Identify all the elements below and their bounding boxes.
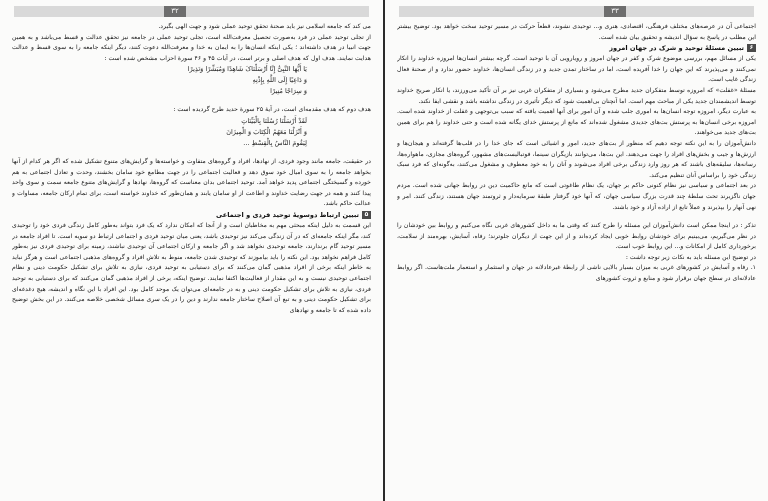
section-number: ۵: [362, 211, 371, 219]
paragraph: یکی از مسائل مهم، بررسی موضوع شرک و کفر در جهان امروز و رویارویی آن با توحید است. گرچه بیشتر انسان‌ها امروزه خداوند را انکار نمی‌کنند و می‌پذیرند که این جهان را خدا آفریده است، اما در ساختار تمدن جدید و در زندگی انسان‌ها، خداوند حضور ندارد و از صحنهٔ فعال زندگی غایب است.: [397, 55, 756, 84]
paragraph: این قسمت به دلیل اینکه مبحثی مهم به مخاطبان است و از آنجا که امکان ندارد که یک فرد بتواند به‌طور کامل زندگی فردی خود را توحیدی کند، مگر اینکه جامعه‌ای که در آن زندگی می‌کند نیز توحیدی باشد، یعنی میان توحید فردی و اجتماعی ارتباط دو سویه است. تا افراد جامعه در مسیر توحید گام برندارند، جامعه توحیدی نخواهد شد و اگر جامعه و ارکان اجتماعی آن توحیدی نباشند، زمینه برای توحیدی فردی نیز به‌طور کامل فراهم نخواهد بود. این نکته را باید بیاموزند که توحیدی شدن جامعه، منوط به تلاش افراد و گروه‌های مذهبی اجتماعی است و هرگز نباید به خاطر اینکه برخی از افراد مذهبی گمان می‌کنند که برای دستیابی به توحید فردی، نیازی به تلاش برای تشکیل حکومت دینی و نظام اجتماعی توحیدی نیست و به این مقدار از فعالیت‌ها اکتفا نمایند. توضیح اینکه، برخی از افراد مذهبی گمان می‌کنند که برای دستیابی به توحید فردی، نیازی به تلاش برای تشکیل حکومت دینی و به در جامعه‌ای می‌توان یک موحد کامل بود. این افراد با این نگاه و اندیشه، هیچ دغدغه‌ای برای تشکیل حکومت دینی و به تبع آن اصلاح ساختار جامعه ندارند و دین را در یک سری مسائل شخصی خلاصه می‌کنند. در این بخش توضیح داده شده که تا جامعه و نهادهای: [12, 221, 371, 314]
paragraph: در بعد اجتماعی و سیاسی نیز نظام کنونی حاکم بر جهان، یک نظام طاغوتی است که مانع حاکمیت دین در روابط جهانی شده است. مردم جهان ناگزیرند تحت سلطهٔ چند قدرت بزرگ سیاسی جهان، که آنها خود گرفتار طبقهٔ سرمایه‌دار و ثروتمند جهان هستند، زندگی کنند. امر و نهی آنهار را بپذیرند و عملاً تابع از اراده آزاد و خود باشند.: [397, 182, 756, 211]
page-header-bar: [14, 6, 369, 17]
page-number: ۳۲: [164, 6, 186, 17]
paragraph: ۱. رفاه و آسایش در کشورهای غربی به میزان بسیار بالایی ناشی از رابطهٔ غیرعادلانه در جهان و استثمار و استعمار ملت‌هاست. اگر روابط عادلانه‌ای در سطح جهان برقرار شود و منابع و ثروت کشورهای: [397, 264, 756, 283]
paragraph: دانش‌آموزان را به این نکته توجه دهیم که منظور از بت‌های جدید، امور و اشیائی است که جای خدا را در قلب‌ها گرفته‌اند و هیجان‌ها و ارزش‌ها و جیب و بخش‌های افراد را جهت می‌دهند. این بت‌ها، می‌توانند بازیگران سینما، فوتبالیست‌های مشهور، گروه‌های مجازی، ماهواره‌ها، رسانه‌ها، سلیقه‌های باشند که هر روز وارد زندگی برخی افراد می‌شوند و آنان را به خود معطوف و مشغول می‌کنند، به‌گونه‌ای که فرد سبک زندگی خود را براساس آنان تنظیم می‌کند.: [397, 139, 756, 179]
left-page: [0, 0, 383, 501]
section-heading: [397, 43, 756, 54]
quran-verse: وَ دَاعِیًا إِلَی اللَّهِ بِإِذْنِهِ: [252, 76, 307, 85]
paragraph: در توضیح این مسئله باید به نکات زیر توجه داشت :: [625, 253, 756, 261]
paragraph: مسئلهٔ «غفلت» که امروزه توسط متفکران جدید مطرح می‌شود و بسیاری از متفکران غربی نیز بر آن تأکید می‌ورزند، یا انکار صریح خداوند توسط اندیشمندان جدید یکی از مباحث مهم است. اما آنچنان بی‌اهمیت شود که دیگر تأثیری در زندگی نداشته باشد و نقشی ایفا نکند.: [397, 86, 756, 105]
paragraph: از تجلی توحید عملی در فرد به‌صورت تحصیل معرفت‌الله است، تجلی توحید عملی در جامعه نیز تحقق عدالت و قسط می‌باشد و به همین جهت انبیا در هدف داشته‌اند ؛ یکی اینکه انسان‌ها را به ایمان به خدا و معرفت‌الله دعوت کنند، دیگر اینکه جامعه را به سوی قسط و عدالت هدایت نمایند. هدف اول که هدف اصلی و برتر است، در آیات ۴۵ و ۴۶ سورهٔ احزاب مشخص شده است :: [12, 33, 371, 62]
section-heading-text: تبیین ارتباط دوسویهٔ توحید فردی و اجتماعی: [216, 210, 359, 219]
page-body: [397, 22, 756, 495]
paragraph: هدف دوم که هدف مقدمه‌ای است، در آیهٔ ۲۵ سورهٔ حدید طرح گردیده است :: [173, 106, 371, 114]
quran-verse: یَا أَیُّهَا النَّبِیُّ إِنَّا أَرْسَلْنَاکَ شَاهِدًا وَمُبَشِّرًا وَنَذِیرًا: [187, 65, 307, 74]
page-header-bar: [399, 6, 754, 17]
paragraph: تذکر : در اینجا ممکن است دانش‌آموزان این مسئله را طرح کنند که وقتی ما به داخل کشورهای غربی نگاه می‌کنیم و روابط بین خودشان را در نظر می‌گیریم، می‌بینیم برای خودشان روابط خوبی ایجاد کرده‌اند و از این جهت از دیگران جلوترند؛ رفاه، آسایش، بهره‌مند از سلامت، برخورداری کامل از امکانات و... این روابط خوب است.: [397, 222, 756, 251]
paragraph: در حقیقت، جامعه مانند وجود فردی، از نهادها، افراد و گروه‌های متفاوت و خواسته‌ها و گرایش‌های متنوع تشکیل شده که اگر هر کدام از آنها بخواهد جامعه را به سوی امیال خود سوق دهد و فعالیت اجتماعی را در جهت مطامع خود سامان بخشند، وحدت و تعادل اجتماعی به هم خورده و گسیختگی اجتماعی پدید خواهد آمد. توحید اجتماعی بدان معناست که گروه‌ها، نهادها و گرایش‌های متنوع جامعه سمت و سوی واحد پیدا کنند و همه در جهت رضایت خداوند و اطاعت از او سامان یابند و همان‌طور که خداوند خواسته است، برای تمام ارکان جامعه، مساوات و عدالت حاکم باشد.: [12, 157, 371, 208]
paragraph: می کند که جامعه اسلامی نیز باید صحنهٔ تحقق توحید عملی شود و جهت الهی بگیرد.: [158, 23, 371, 30]
page-number: ۳۳: [604, 6, 626, 17]
section-heading-text: تبیین مسئلهٔ توحید و شرک در جهان امروز: [609, 44, 744, 53]
quran-verse: وَ سِرَاجًا مُنِیرًا: [270, 87, 307, 96]
section-number: ۶: [747, 44, 756, 52]
section-heading: [12, 210, 371, 221]
right-page: [385, 0, 768, 501]
paragraph: به عبارت دیگر، امروزه توجه انسان‌ها به اموری جلب شده و آن امور برای آنها اهمیت یافته که سبب بی‌توجهی و غفلت از خداوند شده است. امروزه برخی انسان‌ها به پرستش بت‌های جدیدی مشغول شده‌اند که مانع از پرستش خدای یگانه شده است و حتی خداوند را هم برای همین بت‌های جدید می‌خواهند.: [397, 108, 756, 137]
page-body: [12, 22, 371, 495]
quran-verse: لِیَقُومَ النَّاسُ بِالْقِسْطِ ...: [243, 138, 307, 147]
quran-verse: لَقَدْ أَرْسَلْنَا رُسُلَنَا بِالْبَیِّنَاتِ: [241, 116, 307, 125]
quran-verse: وَ أَنْزَلْنَا مَعَهُمُ الْکِتَابَ وَ الْمِیزَانَ: [226, 127, 307, 136]
paragraph: اجتماعی آن در عرصه‌های مختلف فرهنگی، اقتصادی، هنری و... توحیدی نشوند، قطعاً حرکت در مسیر توحید سخت خواهد بود. توضیح بیشتر این مطلب در پاسخ به سؤال اندیشه و تحقیق بیان شده است.: [397, 23, 756, 41]
